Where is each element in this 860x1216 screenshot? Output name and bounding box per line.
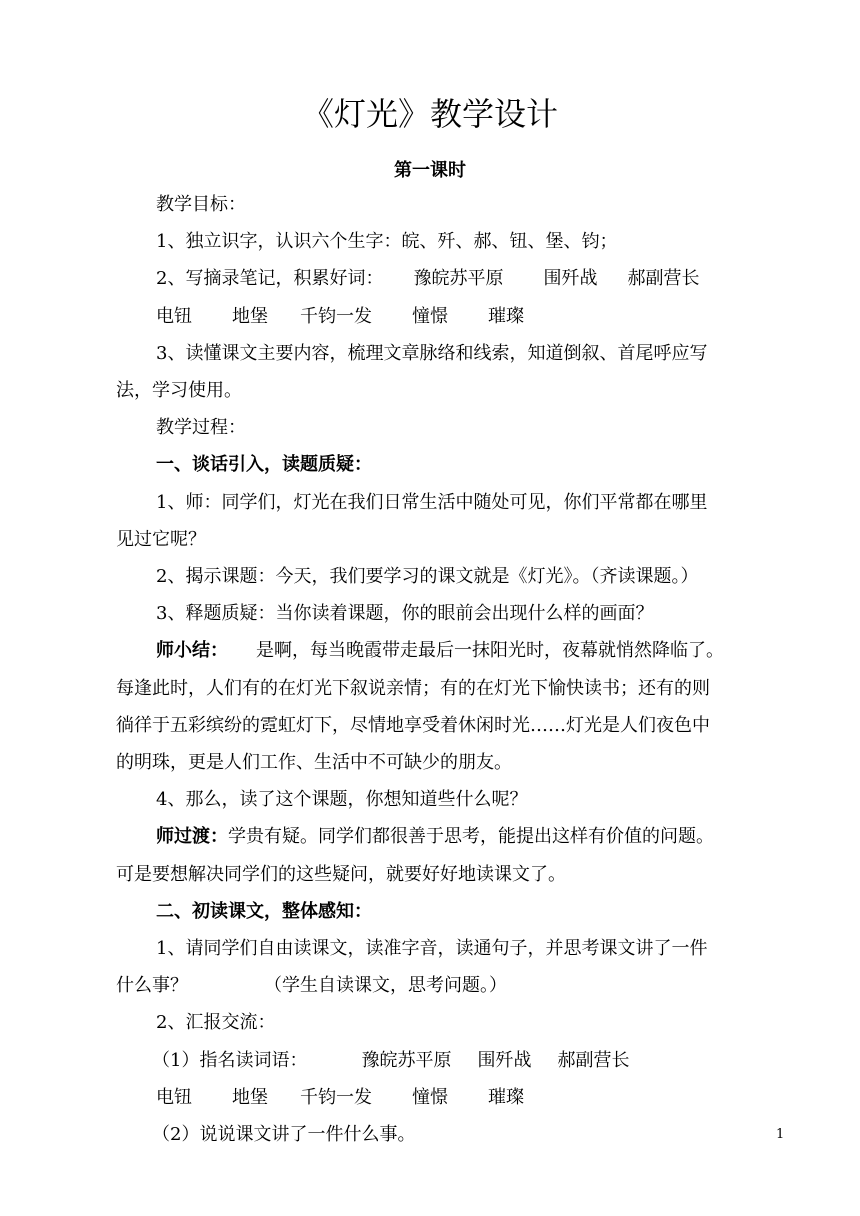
transition-text: 学贵有疑。同学们都很善于思考，能提出这样有价值的问题。 [228, 826, 714, 848]
word: 豫皖苏平原 [413, 268, 504, 290]
word: 围歼战 [477, 1049, 532, 1071]
word: 郝副营长 [557, 1049, 630, 1071]
s2-sub-1-words [116, 1079, 781, 1116]
word: 璀璨 [488, 1086, 524, 1108]
s2-item-1-question: 什么事？ [116, 975, 188, 997]
summary-line-1 [116, 632, 781, 669]
lesson-subtitle: 第一课时 [394, 160, 466, 181]
s2-sub-1-lead: （1）指名读词语： [152, 1049, 308, 1071]
goal-1: 1、独立识字，认识六个生字：皖、歼、郝、钮、堡、钧； [156, 231, 618, 253]
goal-2-lead: 2、写摘录笔记，积累好词： [156, 268, 384, 290]
word: 围歼战 [543, 268, 598, 290]
word: 璀璨 [488, 305, 524, 327]
word: 豫皖苏平原 [361, 1049, 452, 1071]
page-number: 1 [776, 1127, 785, 1142]
summary-line-3: 徜徉于五彩缤纷的霓虹灯下，尽情地享受着休闲时光……灯光是人们夜色中 [116, 714, 710, 736]
transition-line-2: 可是要想解决同学们的这些疑问，就要好好地读课文了。 [116, 863, 566, 885]
goal-3-line-2: 法，学习使用。 [116, 380, 242, 402]
word: 千钧一发 [300, 305, 372, 327]
summary-text: 是啊，每当晚霞带走最后一抹阳光时，夜幕就悄然降临了。 [256, 640, 724, 662]
word: 千钧一发 [300, 1086, 372, 1108]
goal-3-line-1: 3、读懂课文主要内容，梳理文章脉络和线索，知道倒叙、首尾呼应写 [156, 342, 708, 364]
s2-sub-2: （2）说说课文讲了一件什么事。 [152, 1124, 416, 1146]
word: 憧憬 [412, 305, 448, 327]
s2-sub-1 [116, 1042, 781, 1079]
s1-item-4: 4、那么，读了这个课题，你想知道些什么呢？ [156, 789, 528, 811]
word: 电钮 [156, 1086, 192, 1108]
word: 电钮 [156, 305, 192, 327]
goal-2-words [116, 298, 781, 335]
s1-item-1-line-1: 1、师：同学们，灯光在我们日常生活中随处可见，你们平常都在哪里 [156, 491, 708, 513]
s2-item-1-note: （学生自读课文，思考问题。） [264, 975, 507, 997]
s2-item-2: 2、汇报交流： [156, 1012, 276, 1034]
word: 郝副营长 [627, 268, 700, 290]
section-1-heading: 一、谈话引入，读题质疑： [156, 454, 372, 476]
s1-item-2: 2、揭示课题：今天，我们要学习的课文就是《灯光》。（齐读课题。） [156, 566, 699, 588]
s1-item-1-line-2: 见过它呢？ [116, 528, 206, 550]
goal-2 [116, 260, 781, 297]
word: 憧憬 [412, 1086, 448, 1108]
word: 地堡 [232, 1086, 268, 1108]
transition-line-1 [116, 818, 781, 855]
s2-item-1-line-1: 1、请同学们自由读课文，读准字音，读通句子，并思考课文讲了一件 [156, 938, 708, 960]
document-body [116, 186, 781, 1153]
transition-label: 师过渡： [156, 826, 228, 848]
summary-label: 师小结： [156, 640, 228, 662]
summary-line-4: 的明珠，更是人们工作、生活中不可缺少的朋友。 [116, 752, 512, 774]
summary-line-2: 每逢此时，人们有的在灯光下叙说亲情；有的在灯光下愉快读书；还有的则 [116, 677, 710, 699]
process-heading: 教学过程： [156, 417, 246, 439]
goals-heading: 教学目标： [156, 194, 246, 215]
s1-item-3: 3、释题质疑：当你读着课题，你的眼前会出现什么样的画面？ [156, 603, 654, 625]
document-title: 《灯光》教学设计 [301, 95, 558, 133]
s2-item-1-line-2 [116, 967, 781, 1004]
section-2-heading: 二、初读课文，整体感知： [156, 900, 372, 922]
word: 地堡 [232, 305, 268, 327]
